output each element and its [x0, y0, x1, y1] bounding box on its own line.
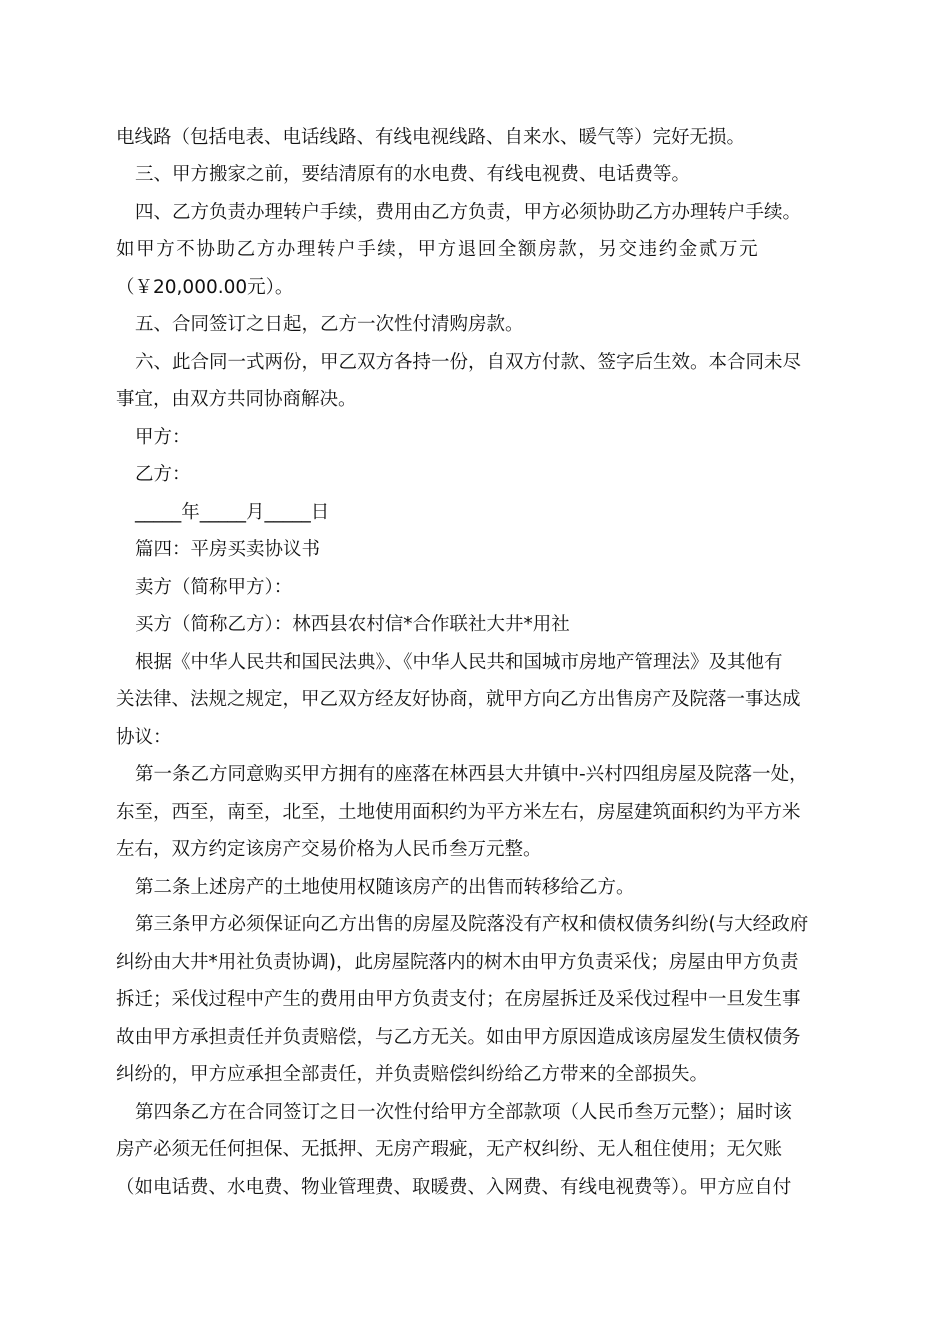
- text-line: 房产必须无任何担保、无抵押、无房产瑕疵，无产权纠纷、无人租住使用；无欠账: [116, 1139, 783, 1160]
- text-line: 第四条乙方在合同签订之日一次性付给甲方全部款项（人民币叁万元整）；届时该: [135, 1102, 792, 1123]
- text-line: 如甲方不协助乙方办理转户手续，甲方退回全额房款，另交违约金贰万元: [116, 239, 760, 260]
- text-line: 买方（简称乙方）：林西县农村信*合作联社大井*用社: [135, 614, 570, 635]
- text-line: 事宜，由双方共同协商解决。: [116, 389, 357, 410]
- text-line: 第二条上述房产的土地使用权随该房产的出售而转移给乙方。: [135, 877, 635, 898]
- text-line: （如电话费、水电费、物业管理费、取暖费、入网费、有线电视费等）。甲方应自付: [116, 1177, 792, 1198]
- text-line: 纠纷的，甲方应承担全部责任，并负责赔偿纠纷给乙方带来的全部损失。: [116, 1064, 709, 1085]
- text-line: 卖方（简称甲方）：: [135, 577, 293, 598]
- text-line: 篇四：平房买卖协议书: [135, 539, 321, 560]
- text-line: 拆迁；采伐过程中产生的费用由甲方负责支付；在房屋拆迁及采伐过程中一旦发生事: [116, 989, 801, 1010]
- text-line: 协议：: [116, 727, 172, 748]
- text-line: 甲方：: [135, 427, 191, 448]
- text-line: 纠纷由大井*用社负责协调)，此房屋院落内的树木由甲方负责采伐；房屋由甲方负责: [116, 952, 799, 973]
- text-line: 根据《中华人民共和国民法典》、《中华人民共和国城市房地产管理法》及其他有: [135, 652, 783, 673]
- text-line: _____年_____月_____日: [135, 502, 330, 523]
- text-line: 六、此合同一式两份，甲乙双方各持一份，自双方付款、签字后生效。本合同未尽: [135, 352, 802, 373]
- text-line: 故由甲方承担责任并负责赔偿，与乙方无关。如由甲方原因造成该房屋发生债权债务: [116, 1027, 801, 1048]
- text-line: 四、乙方负责办理转户手续，费用由乙方负责，甲方必须协助乙方办理转户手续。: [135, 202, 802, 223]
- text-line: 东至，西至，南至，北至，土地使用面积约为平方米左右，房屋建筑面积约为平方米: [116, 802, 801, 823]
- text-line: 关法律、法规之规定，甲乙双方经友好协商，就甲方向乙方出售房产及院落一事达成: [116, 689, 801, 710]
- text-line: 乙方：: [135, 464, 191, 485]
- text-line: 第一条乙方同意购买甲方拥有的座落在林西县大井镇中-兴村四组房屋及院落一处，: [135, 764, 808, 785]
- text-line: 电线路（包括电表、电话线路、有线电视线路、自来水、暖气等）完好无损。: [116, 127, 746, 148]
- text-line: 三、甲方搬家之前，要结清原有的水电费、有线电视费、电话费等。: [135, 164, 691, 185]
- text-line: 第三条甲方必须保证向乙方出售的房屋及院落没有产权和债权债务纠纷(与大经政府: [135, 914, 809, 935]
- text-line: （￥20,000.00元）。: [116, 277, 294, 298]
- text-line: 左右，双方约定该房产交易价格为人民币叁万元整。: [116, 839, 542, 860]
- text-line: 五、合同签订之日起，乙方一次性付清购房款。: [135, 314, 524, 335]
